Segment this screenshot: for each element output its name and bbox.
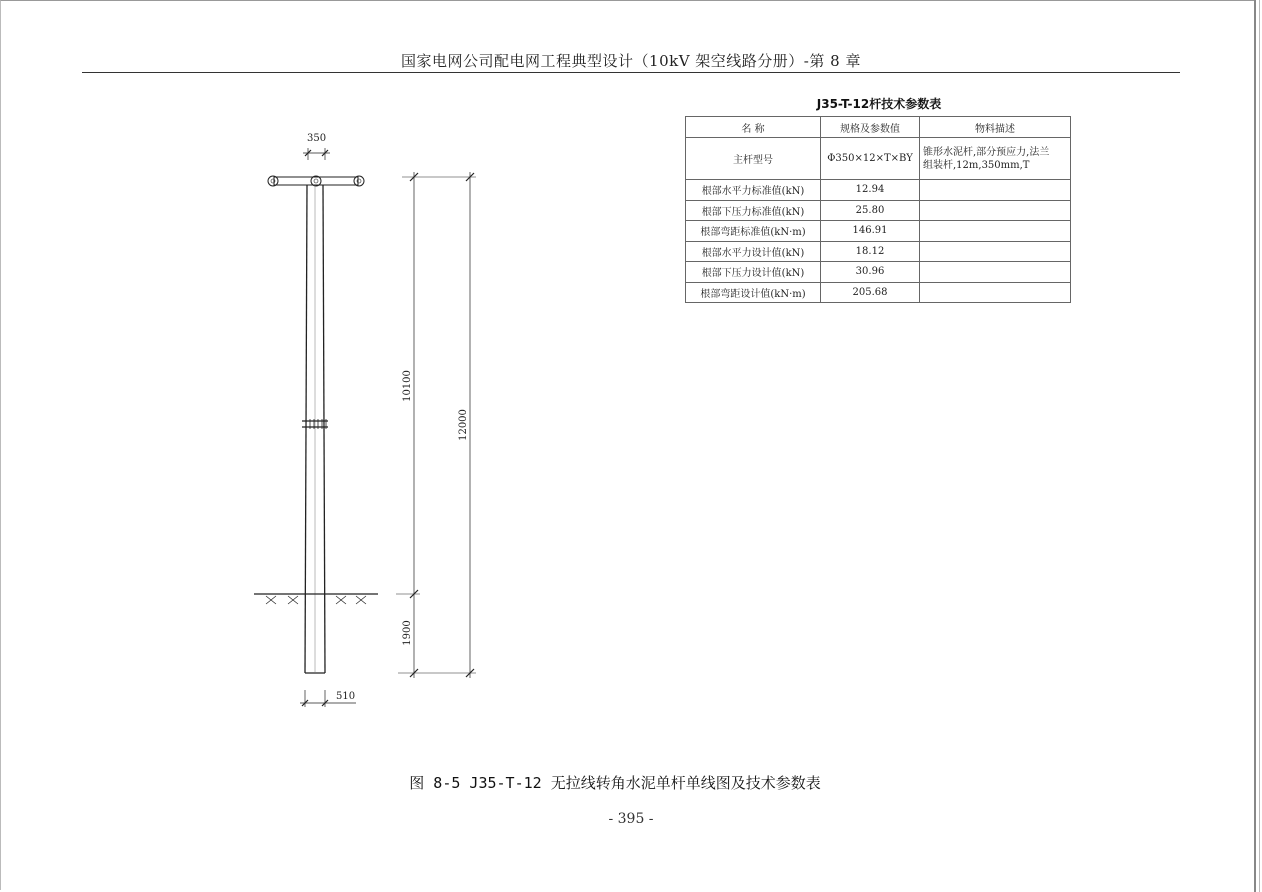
row-value: 205.68 [821, 282, 920, 303]
row-name: 根部下压力设计值(kN) [686, 262, 821, 283]
page-edge-inner [1259, 0, 1260, 892]
row-description [920, 221, 1071, 242]
table-header-row [686, 117, 1071, 138]
document-header-title: 国家电网公司配电网工程典型设计（10kV 架空线路分册）-第 8 章 [401, 52, 861, 70]
figure-caption: 图 8-5 J35-T-12 无拉线转角水泥单杆单线图及技术参数表 [409, 774, 821, 792]
row-value: 25.80 [821, 200, 920, 221]
column-header-value: 规格及参数值 [821, 117, 920, 138]
pole-outline [254, 148, 476, 707]
row-value: 18.12 [821, 241, 920, 262]
ground-hatch [266, 596, 366, 604]
row-name: 根部水平力标准值(kN) [686, 180, 821, 201]
row-value: 30.96 [821, 262, 920, 283]
row-value: Φ350×12×T×BY [821, 138, 920, 180]
row-description [920, 282, 1071, 303]
column-header-description: 物料描述 [920, 117, 1071, 138]
description-line: 锥形水泥杆,部分预应力,法兰 [923, 146, 1050, 158]
row-name: 主杆型号 [686, 138, 821, 180]
row-value: 146.91 [821, 221, 920, 242]
table-row [686, 241, 1071, 262]
row-name: 根部弯距标准值(kN·m) [686, 221, 821, 242]
upper-length-label: 10100 [402, 370, 413, 402]
header-rule [82, 72, 1180, 73]
top-diameter-label: 350 [307, 133, 327, 144]
row-value: 12.94 [821, 180, 920, 201]
table-row [686, 138, 1071, 180]
row-description [920, 241, 1071, 262]
page-number: - 395 - [608, 811, 654, 827]
total-length-label: 12000 [458, 409, 469, 441]
table-row [686, 282, 1071, 303]
table-title: J35-T-12杆技术参数表 [816, 97, 942, 111]
bottom-diameter-label: 510 [336, 691, 356, 702]
table-row [686, 180, 1071, 201]
technical-parameters-table [685, 116, 1071, 303]
description-line: 组装杆,12m,350mm,T [923, 159, 1030, 171]
row-name: 根部弯距设计值(kN·m) [686, 282, 821, 303]
table-row [686, 200, 1071, 221]
buried-depth-label: 1900 [402, 620, 413, 646]
row-name: 根部水平力设计值(kN) [686, 241, 821, 262]
column-header-name: 名 称 [686, 117, 821, 138]
row-description [920, 138, 1071, 180]
pole-drawing [240, 120, 500, 720]
row-name: 根部下压力标准值(kN) [686, 200, 821, 221]
row-description [920, 262, 1071, 283]
row-description [920, 200, 1071, 221]
page-edge [1254, 0, 1256, 892]
table-row [686, 221, 1071, 242]
table-row [686, 262, 1071, 283]
row-description [920, 180, 1071, 201]
